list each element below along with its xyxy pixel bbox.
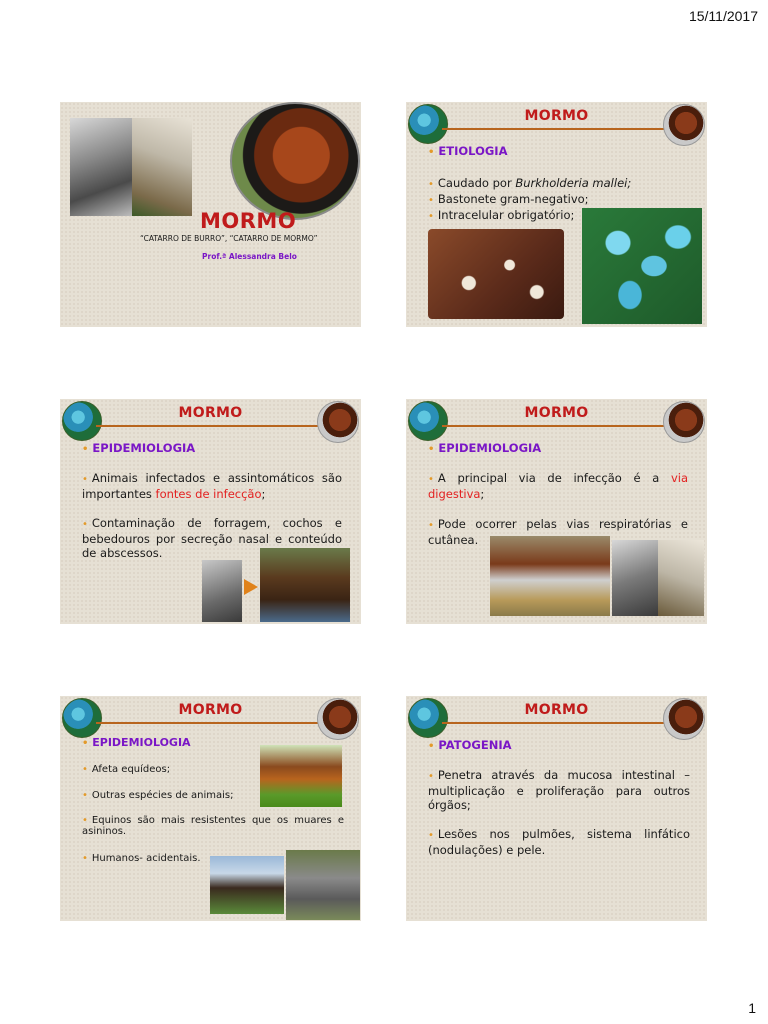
bullet-highlight-text: fontes de infecção (155, 487, 262, 501)
section-title-text: ETIOLOGIA (438, 144, 508, 158)
slide-5 (60, 696, 361, 921)
bullet-text: Intracelular obrigatório; (437, 208, 575, 222)
orange-bullet-icon: • (82, 764, 88, 775)
bullet-text: A principal via de infecção é a (437, 471, 671, 485)
orange-bullet-icon: • (428, 147, 435, 158)
bullet-highlight-text: via digestiva (428, 471, 688, 501)
list-item (428, 471, 688, 501)
horse-face-photo (202, 560, 242, 622)
bullet-text: ; (261, 487, 266, 501)
section-title (82, 441, 195, 455)
orange-bullet-icon: • (82, 519, 88, 530)
culture-plate-photo (428, 229, 564, 319)
bullet-text: Bastonete gram-negativo; (437, 192, 589, 206)
horse-logo-icon (663, 104, 705, 146)
section-title-text: EPIDEMIOLOGIA (438, 441, 542, 455)
horse-logo-icon (663, 401, 705, 443)
slide-title: MORMO (200, 209, 297, 233)
orange-bullet-icon: • (428, 179, 434, 190)
section-title (428, 441, 541, 455)
list-item (82, 815, 344, 837)
slide-header-title: MORMO (524, 702, 589, 718)
donkeys-field-photo (210, 856, 284, 914)
orange-bullet-icon: • (428, 771, 434, 782)
page-number: 1 (748, 1000, 756, 1016)
slide-1 (60, 102, 361, 327)
section-title-text: PATOGENIA (438, 738, 512, 752)
section-title-text: EPIDEMIOLOGIA (92, 441, 196, 455)
list-item (82, 763, 262, 777)
orange-bullet-icon: • (428, 741, 435, 752)
bullet-text: Animais infectados e assintomáticos são importantes (82, 471, 342, 501)
horse-portrait-photo (230, 102, 360, 220)
orange-bullet-icon: • (428, 520, 434, 531)
header-divider (442, 425, 677, 427)
header-divider (96, 722, 331, 724)
arrow-right-icon (244, 579, 258, 595)
bullet-text: Contaminação de forragem, cochos e bebedouros por secreção nasal e conteúdo de abscessos. (82, 516, 342, 560)
list-item (82, 789, 262, 803)
donkey-face-photo (612, 540, 658, 616)
bullet-text: Outras espécies de animais; (91, 790, 234, 801)
horse-logo-icon (663, 698, 705, 740)
slide-header-title: MORMO (524, 108, 589, 124)
bullet-text: Pode ocorrer pelas vias respiratórias e cutânea. (428, 517, 688, 547)
orange-bullet-icon: • (428, 830, 434, 841)
orange-bullet-icon: • (82, 444, 89, 455)
bullet-italic-text: Burkholderia mallei; (515, 176, 632, 190)
slide-author: Prof.ª Alessandra Belo (202, 252, 297, 261)
bullet-text: ; (480, 487, 485, 501)
donkeys-grey-photo (286, 850, 360, 920)
orange-bullet-icon: • (428, 474, 434, 485)
bullet-text: Caudado por (437, 176, 516, 190)
horses-eating-hay-photo (490, 536, 610, 616)
white-horse-photo (658, 540, 704, 616)
bacteria-micrograph-photo (582, 208, 702, 324)
slide-header-title: MORMO (178, 405, 243, 421)
bullet-text: Lesões nos pulmões, sistema linfático (nodulações) e pele. (428, 827, 690, 857)
section-title (428, 738, 512, 752)
slide-3 (60, 399, 361, 624)
slide-2 (406, 102, 707, 327)
horse-logo-icon (317, 401, 359, 443)
slide-header-title: MORMO (524, 405, 589, 421)
bullet-text: Afeta equídeos; (91, 764, 171, 775)
bullet-text: Penetra através da mucosa intestinal – multiplicação e proliferação para outros órgãos; (428, 768, 690, 812)
orange-bullet-icon: • (428, 211, 434, 222)
page-date: 15/11/2017 (688, 8, 758, 24)
section-title (428, 144, 508, 158)
orange-bullet-icon: • (428, 444, 435, 455)
bullet-text: Humanos- acidentais. (91, 853, 201, 864)
header-divider (442, 722, 677, 724)
orange-bullet-icon: • (428, 195, 434, 206)
orange-bullet-icon: • (82, 790, 88, 801)
donkey-face-photo (70, 118, 132, 216)
orange-bullet-icon: • (82, 738, 89, 749)
section-title-text: EPIDEMIOLOGIA (92, 736, 191, 749)
header-divider (96, 425, 331, 427)
slide-header-title: MORMO (178, 702, 243, 718)
orange-bullet-icon: • (82, 853, 88, 864)
list-item (428, 192, 698, 208)
list-item (428, 827, 690, 857)
header-divider (442, 128, 677, 130)
slide-4 (406, 399, 707, 624)
slide-subtitle: “CATARRO DE BURRO”, “CATARRO DE MORMO” (140, 234, 318, 243)
bullet-text: Equinos são mais resistentes que os muares e asininos. (82, 815, 344, 837)
slide-6 (406, 696, 707, 921)
orange-bullet-icon: • (82, 474, 88, 485)
horses-drinking-photo (260, 548, 350, 622)
section-title (82, 736, 191, 749)
horse-logo-icon (317, 698, 359, 740)
orange-bullet-icon: • (82, 815, 88, 826)
mare-and-foal-photo (260, 745, 342, 807)
list-item (82, 471, 342, 501)
list-item (428, 176, 698, 192)
white-horse-photo (132, 118, 192, 216)
list-item (428, 768, 690, 812)
